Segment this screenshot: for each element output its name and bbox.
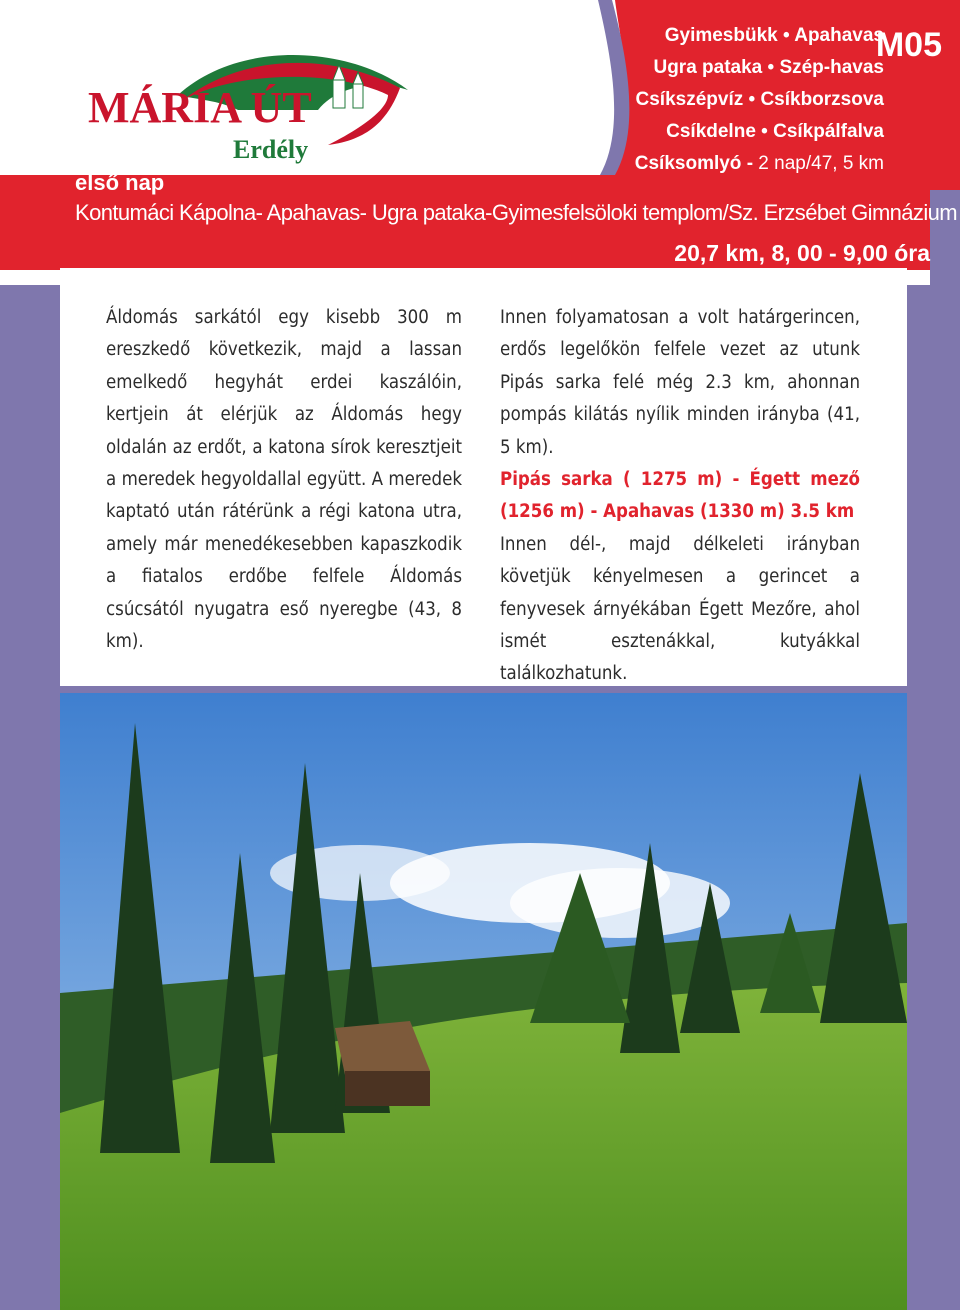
text-column-left [106,302,462,658]
text-column-right [500,302,860,691]
route-stations [554,20,884,180]
route-line: Csíkszépvíz • Csíkborzsova [635,89,884,110]
route-total: 2 nap/47, 5 km [753,153,884,174]
logo-text: MÁRIA ÚT [88,83,312,132]
route-end: Csíksomlyó - [634,153,754,174]
day-route: Kontumáci Kápolna- Apahavas- Ugra pataka-Gyimesfelsöloki templom/Sz. Erzsébet Gimnázium [75,200,957,225]
paragraph: Áldomás sarkától egy kisebb 300 m ereszkedő következik, majd a lassan emelkedő hegyhát erdei kaszálóin, kertjein át elérjük az Áldomás hegy oldalán az erdőt, a katona sírok keresztjeit a meredek hegyoldallal együtt. A meredek kaptató után rátérünk a régi katona utra, amely már menedékesebben kapaszkodik a fiatalos erdőbe felfele Áldomás csúcsától nyugatra eső nyeregbe (43, 8 km). [106,307,462,653]
route-line: Ugra pataka • Szép-havas [653,57,884,78]
route-code: M05 [875,26,942,64]
highlight-paragraph: Pipás sarka ( 1275 m) - Égett mező (1256 m) - Apahavas (1330 m) 3.5 km [500,469,860,523]
maria-ut-logo [88,40,428,170]
text-panel [60,268,907,686]
route-line-total [554,148,884,180]
route-line: Gyimesbükk • Apahavas [664,25,884,46]
day-label: első nap [75,170,165,195]
meadow-photo [60,693,907,1310]
logo-subtext: Erdély [233,135,309,164]
day-stats: 20,7 km, 8, 00 - 9,00 óra [674,240,930,266]
paragraph: Innen folyamatosan a volt határgerincen, erdős legelőkön felfele vezet az utunk Pipás sarka felé még 2.3 km, ahonnan pompás kilátás nyílik minden irányba (41, 5 km). [500,307,860,458]
route-line: Csíkdelne • Csíkpálfalva [666,121,884,142]
paragraph: Innen dél-, majd délkeleti irányban követjük kényelmesen a gerincet a fenyvesek árnyékában Égett Mezőre, ahol ismét esztenákkal, kutyákkal találkozhatunk. [500,533,860,685]
